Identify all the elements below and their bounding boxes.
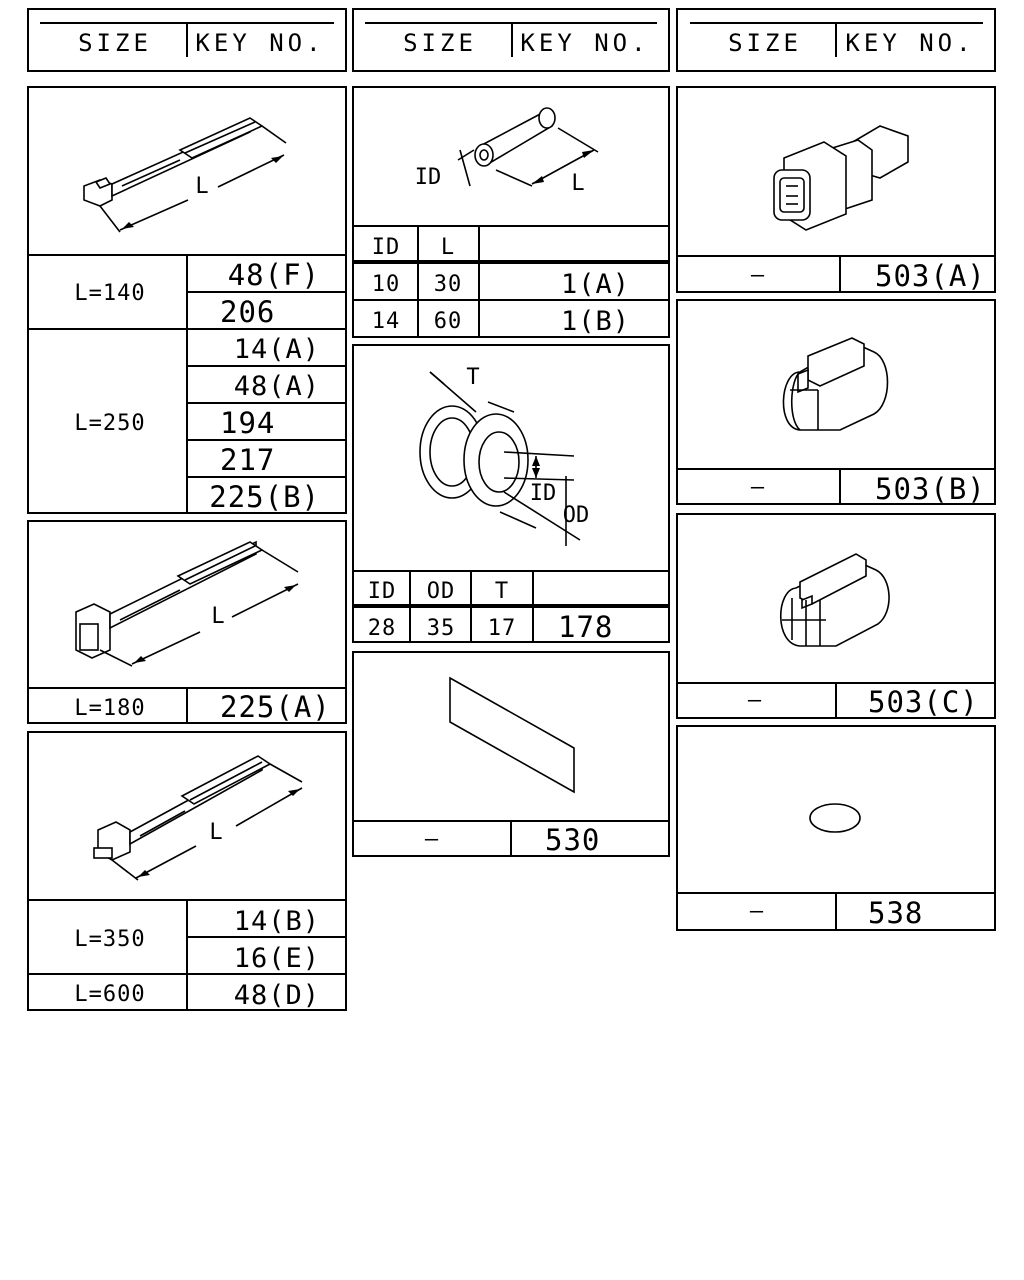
key-number: 217	[220, 443, 276, 477]
size-cell: L=250	[74, 411, 146, 436]
header-size-label: SIZE	[728, 29, 802, 57]
id-cell: 14	[371, 309, 401, 334]
key-number: 1(B)	[560, 306, 630, 337]
key-number: 194	[220, 406, 276, 440]
connector-c-panel	[677, 514, 995, 719]
size-cell: —	[424, 827, 440, 852]
connector-b-panel	[677, 300, 995, 506]
oring-drawing	[810, 804, 860, 832]
grommet-drawing	[420, 372, 580, 546]
connector-a-panel	[677, 87, 995, 293]
t-cell: 17	[487, 616, 517, 641]
dimension-label-l: L	[211, 604, 225, 629]
column-header-t: T	[494, 579, 510, 604]
header-col-2	[353, 9, 669, 71]
key-number: 16(E)	[233, 943, 320, 974]
dimension-label-id: ID	[414, 165, 442, 190]
header-size-label: SIZE	[403, 29, 477, 57]
tube-panel	[353, 87, 669, 337]
header-key-label: KEY NO.	[195, 29, 325, 57]
key-number: 14(A)	[233, 334, 320, 365]
key-number: 1(A)	[560, 269, 630, 300]
header-key-label: KEY NO.	[845, 29, 975, 57]
sheet-panel	[353, 652, 669, 857]
key-number: 178	[558, 610, 614, 644]
size-cell: —	[747, 688, 763, 713]
cable-tie-drawing	[94, 756, 302, 880]
header-col-3	[677, 9, 995, 71]
od-cell: 35	[426, 616, 456, 641]
key-number: 48(D)	[233, 980, 320, 1011]
header-col-1	[28, 9, 346, 71]
id-cell: 28	[367, 616, 397, 641]
l-cell: 60	[433, 309, 463, 334]
column-header-id: ID	[371, 235, 401, 260]
cable-tie-drawing	[84, 118, 286, 232]
id-cell: 10	[371, 272, 401, 297]
l-cell: 30	[433, 272, 463, 297]
cable-tie-panel-3	[28, 732, 346, 1011]
dimension-label-od: OD	[562, 503, 590, 528]
key-number: 48(A)	[233, 371, 320, 402]
key-number: 503(B)	[875, 472, 986, 506]
seal-drawing	[781, 554, 889, 646]
header-size-label: SIZE	[78, 29, 152, 57]
size-cell: —	[750, 475, 766, 500]
seal-drawing	[783, 338, 887, 430]
key-number: 503(A)	[875, 259, 986, 293]
key-number: 538	[868, 896, 924, 930]
header-key-label: KEY NO.	[520, 29, 650, 57]
key-number: 48(F)	[227, 258, 320, 292]
dimension-label-t: T	[466, 365, 480, 390]
size-cell: L=600	[74, 982, 146, 1007]
dimension-label-l: L	[571, 171, 585, 196]
cable-tie-panel-1	[28, 87, 346, 514]
size-cell: L=180	[74, 696, 146, 721]
key-number: 530	[545, 823, 601, 857]
dimension-label-l: L	[209, 820, 223, 845]
dimension-label-id: ID	[529, 481, 557, 506]
size-cell: L=350	[74, 927, 146, 952]
key-number: 14(B)	[233, 906, 320, 937]
cable-tie-panel-2	[28, 521, 346, 724]
key-number: 206	[220, 295, 276, 329]
size-cell: —	[750, 263, 766, 288]
dimension-label-l: L	[195, 174, 209, 199]
sheet-drawing	[450, 678, 574, 792]
grommet-panel	[353, 345, 669, 644]
column-header-l: L	[440, 235, 456, 260]
connector-drawing	[774, 126, 908, 230]
oring-panel	[677, 726, 995, 930]
size-cell: L=140	[74, 281, 146, 306]
key-number: 225(A)	[220, 690, 331, 724]
cable-tie-drawing	[76, 542, 298, 666]
size-cell: —	[749, 899, 765, 924]
column-header-od: OD	[426, 579, 456, 604]
key-number: 225(B)	[209, 480, 320, 514]
key-number: 503(C)	[868, 685, 979, 719]
column-header-id: ID	[367, 579, 397, 604]
